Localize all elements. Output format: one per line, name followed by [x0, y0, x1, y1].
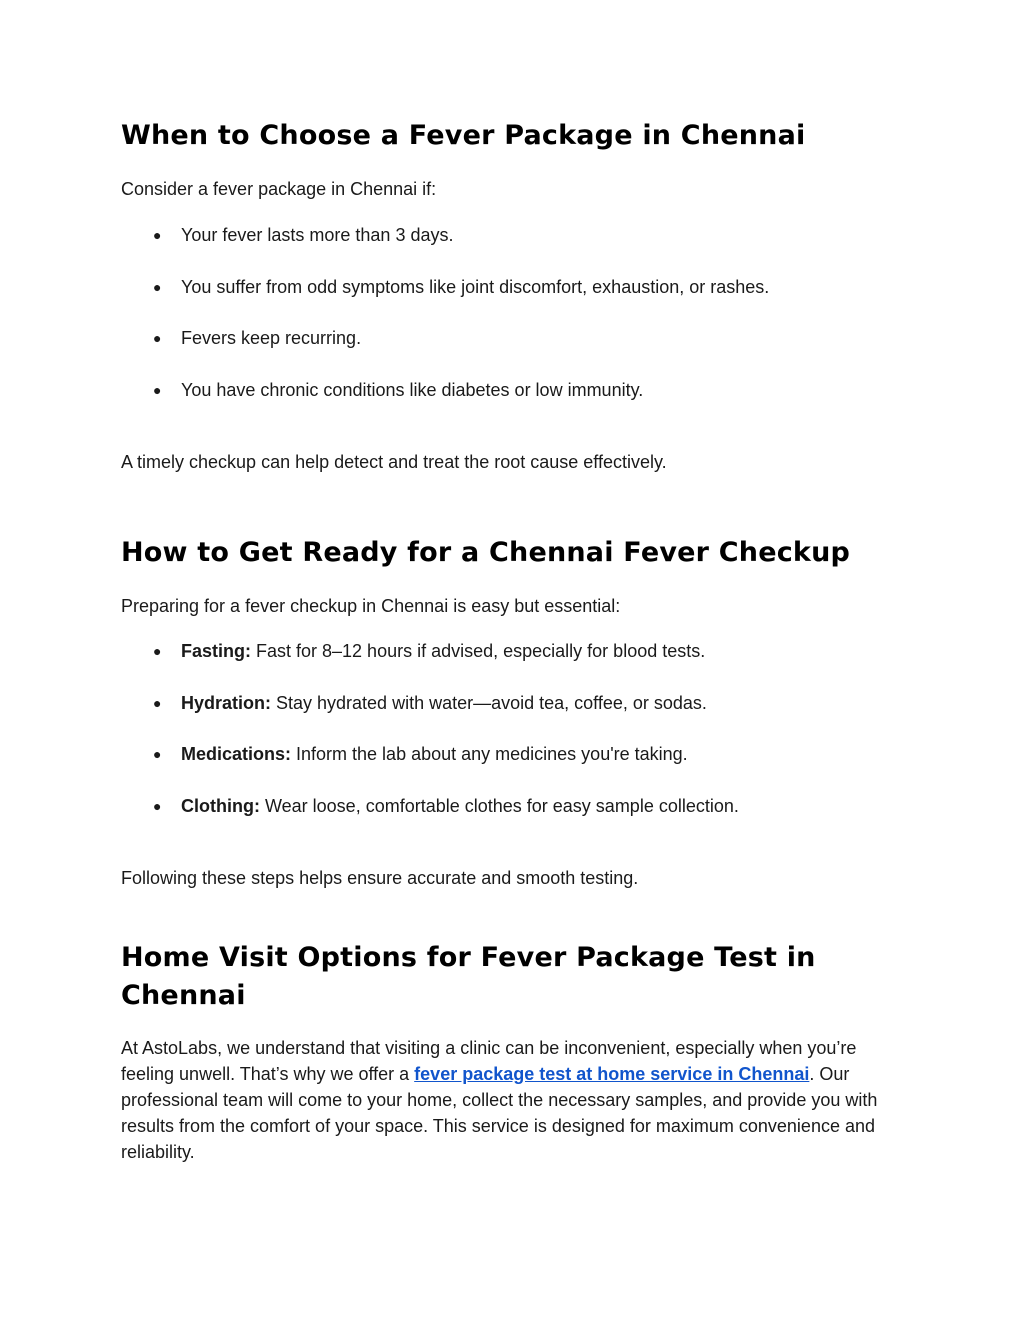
list-item: [121, 325, 911, 377]
body-text-after-link: . Our professional team will come to your home, collect the necessary samples, and provide you with results from the comfort of your space. This service is designed for maximum convenience and reliability.: [121, 1064, 878, 1162]
list-item: [121, 638, 911, 690]
bullet-icon: ●: [153, 382, 162, 399]
list-item-description: Inform the lab about any medicines you're taking.: [291, 744, 688, 765]
list-item-term: Hydration:: [181, 692, 271, 713]
list-item: [121, 690, 911, 742]
bullet-icon: ●: [153, 330, 162, 347]
section-intro: Preparing for a fever checkup in Chennai is easy but essential:: [121, 596, 621, 616]
list-item: [121, 741, 911, 793]
list-item-text: [181, 690, 707, 716]
list-item-term: Clothing:: [181, 796, 260, 817]
section-heading-when-to-choose: When to Choose a Fever Package in Chennai: [121, 120, 806, 151]
list-item-text: You have chronic conditions like diabetes or low immunity.: [181, 380, 644, 401]
list-item-text: [181, 741, 688, 767]
list-item-text: You suffer from odd symptoms like joint discomfort, exhaustion, or rashes.: [181, 276, 770, 297]
list-item-text: Your fever lasts more than 3 days.: [181, 225, 454, 245]
bullet-icon: ●: [153, 643, 162, 659]
list-item: [121, 222, 911, 274]
bullet-icon: ●: [153, 278, 162, 295]
body-text-before-link: At AstoLabs, we understand that visiting a clinic can be inconvenient, especially when you’re feeling unwell. That’s why we offer a: [121, 1038, 857, 1084]
bullet-icon: ●: [153, 798, 162, 815]
list-item-term: Medications:: [181, 744, 292, 765]
bullet-icon: ●: [153, 746, 162, 763]
section-intro: Consider a fever package in Chennai if:: [121, 179, 437, 199]
bullet-icon: ●: [153, 227, 162, 243]
list-item-text: [181, 638, 705, 664]
section-body-home-visit: [121, 1035, 903, 1165]
section-closing: A timely checkup can help detect and treat the root cause effectively.: [121, 452, 667, 472]
list-item-description: Wear loose, comfortable clothes for easy sample collection.: [259, 796, 739, 817]
bullet-list-how-to-get-ready: [121, 638, 911, 845]
list-item-description: Fast for 8–12 hours if advised, especially for blood tests.: [251, 641, 706, 661]
section-heading-how-to-get-ready: How to Get Ready for a Chennai Fever Checkup: [121, 537, 851, 568]
bullet-list-when-to-choose: [121, 222, 911, 429]
list-item-text: [181, 793, 739, 819]
fever-package-home-service-link[interactable]: fever package test at home service in Chennai: [414, 1064, 810, 1084]
bullet-icon: ●: [153, 694, 162, 711]
section-heading-home-visit: Home Visit Options for Fever Package Test in Chennai: [121, 942, 816, 1011]
list-item: [121, 793, 911, 845]
list-item: [121, 274, 911, 326]
section-closing: Following these steps helps ensure accurate and smooth testing.: [121, 868, 639, 888]
list-item-term: Fasting:: [181, 641, 251, 661]
list-item-description: Stay hydrated with water—avoid tea, coffee, or sodas.: [271, 692, 707, 713]
list-item-text: Fevers keep recurring.: [181, 328, 362, 349]
list-item: [121, 377, 911, 429]
